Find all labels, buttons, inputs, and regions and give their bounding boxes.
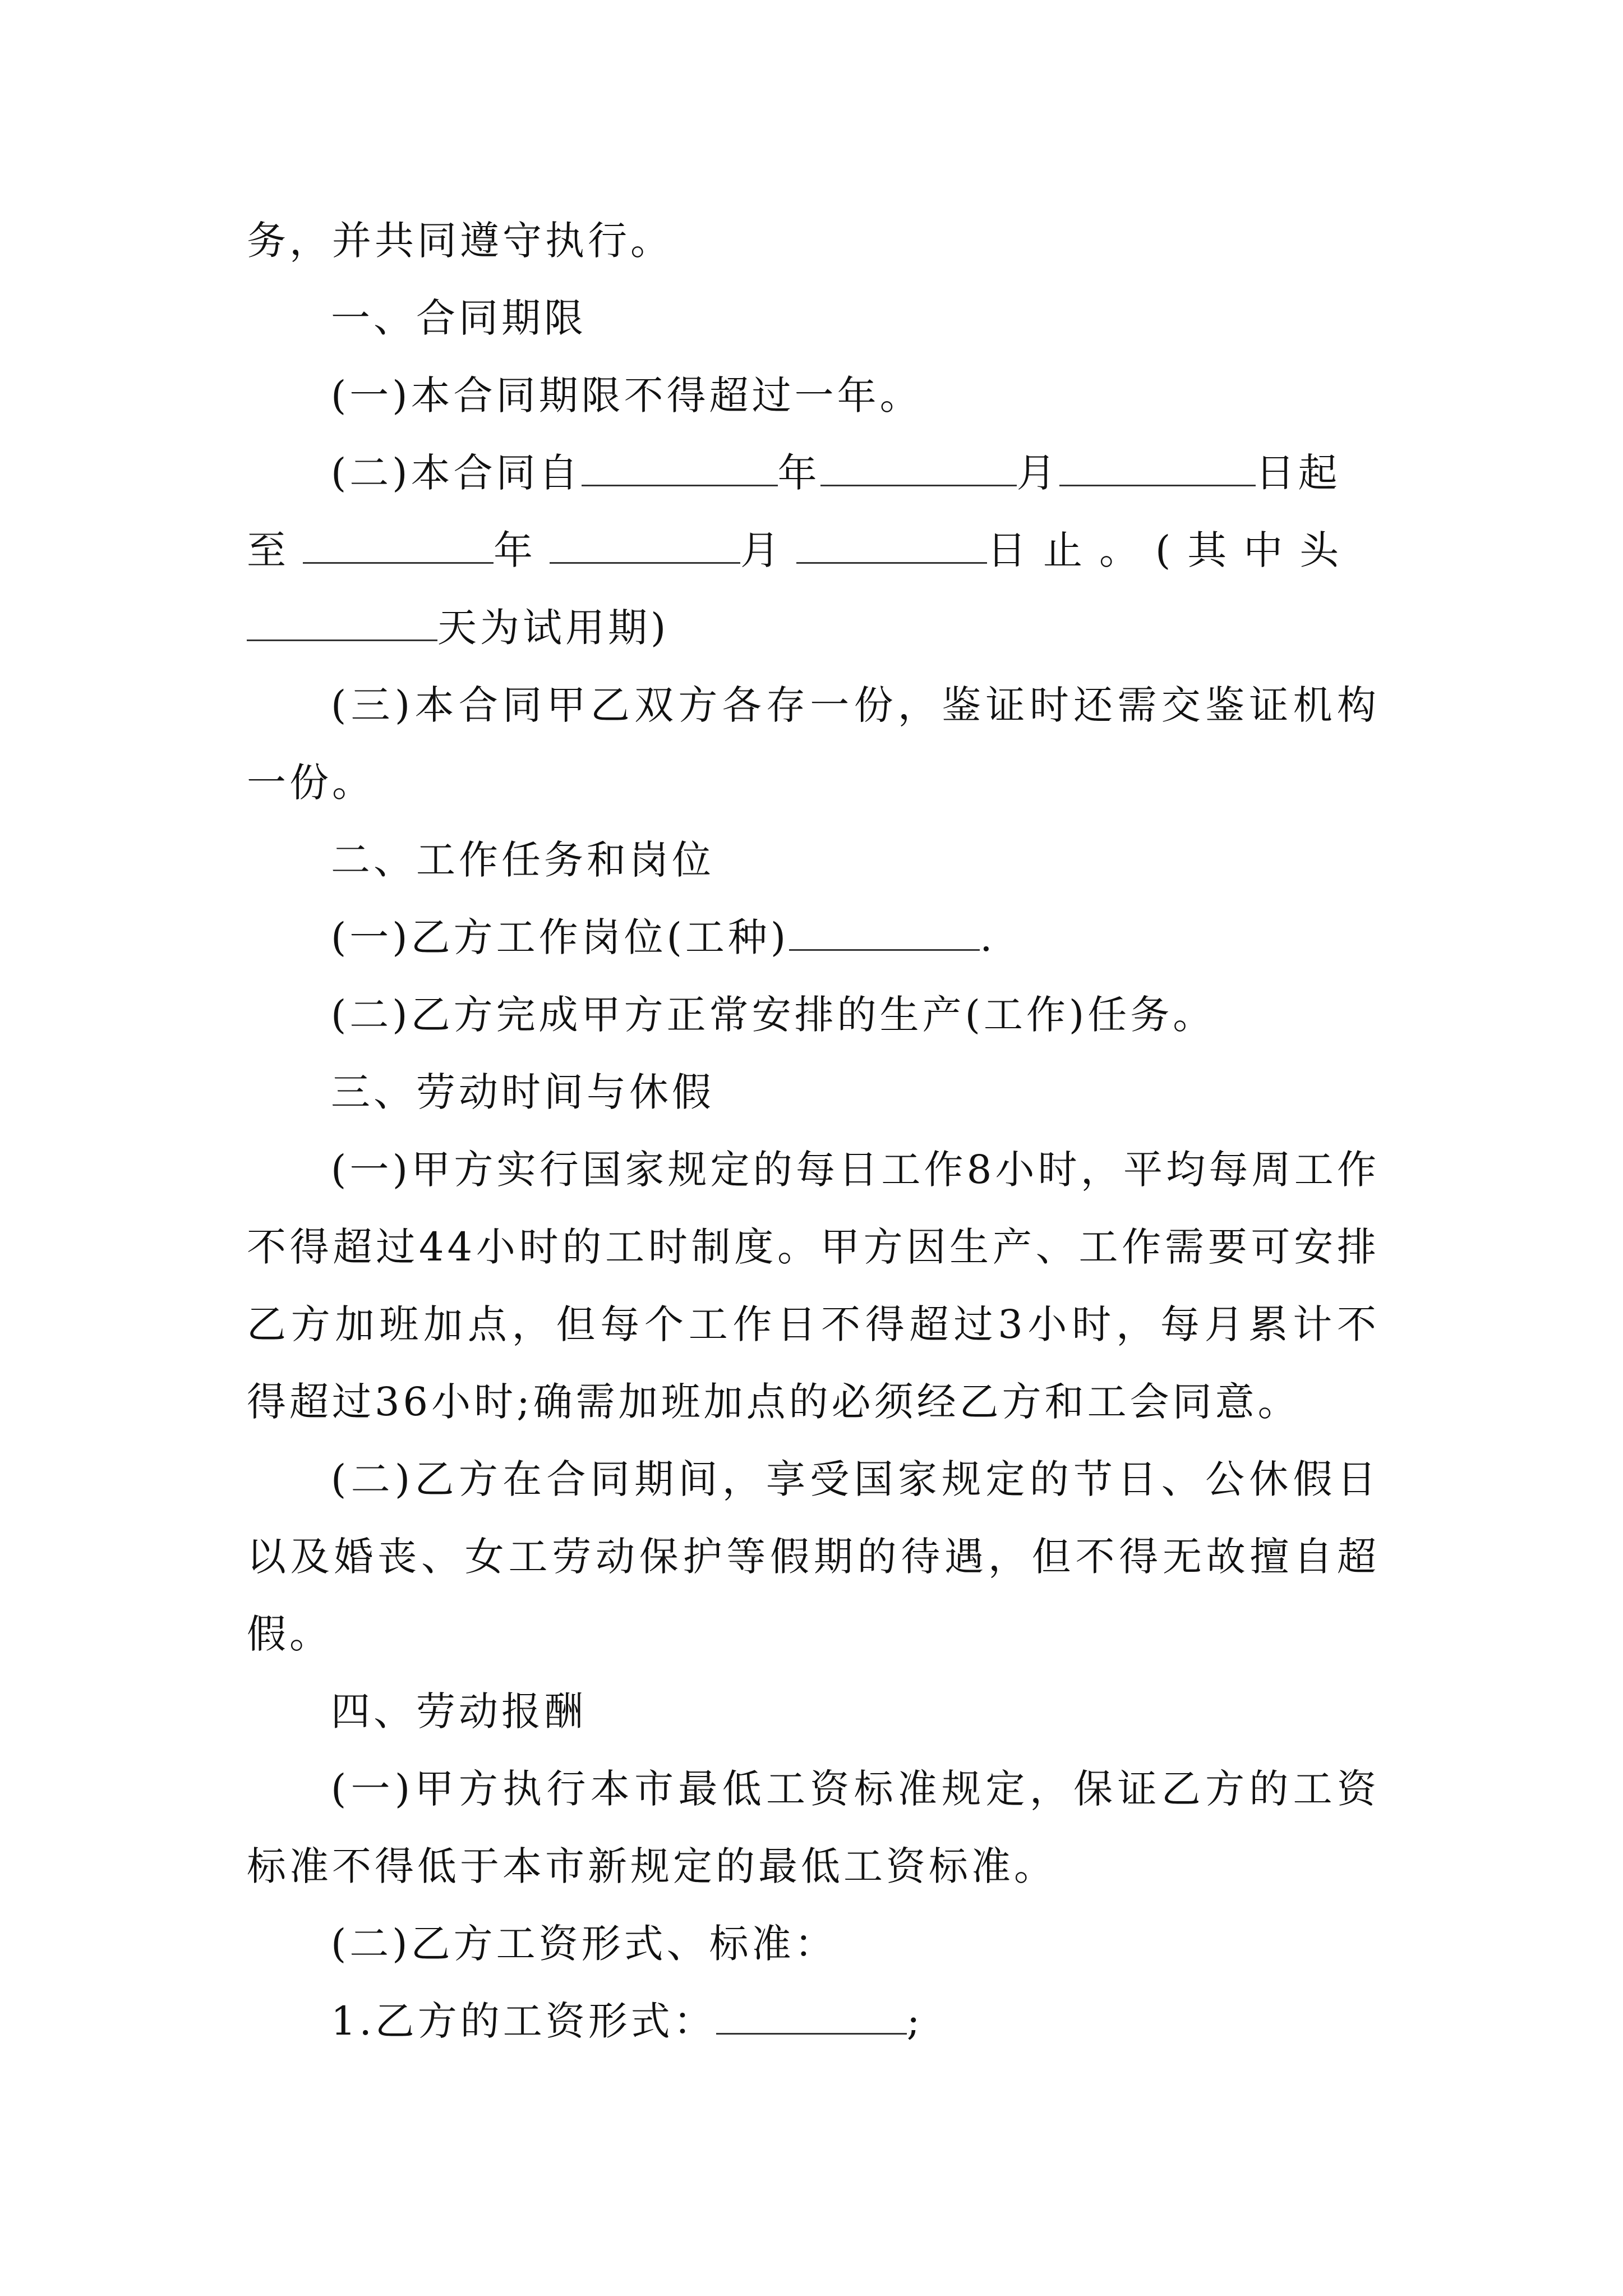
clause-4-2-1 [247, 1982, 1380, 2060]
paragraph-continuation [247, 202, 1380, 279]
period-mark: . [980, 914, 996, 960]
clause-4-1 [247, 1750, 1380, 1905]
blank-wage-form [716, 1998, 907, 2035]
year-label: 年 [777, 450, 820, 496]
heading-text: 一、合同期限 [331, 295, 587, 341]
blank-job-position [789, 914, 980, 951]
clause-3-2 [247, 1441, 1380, 1673]
blank-end-year [303, 527, 494, 564]
clause-text: (二)乙方在合同期间，享受国家规定的节日、公休假日以及婚丧、女工劳动保护等假期的待遇，但不得无故擅自超假。 [247, 1456, 1380, 1657]
section-heading-remuneration [247, 1673, 1380, 1750]
clause-text: (一)乙方工作岗位(工种) [331, 914, 790, 960]
clause-text: (三)本合同甲乙双方各存一份，鉴证时还需交鉴证机构一份。 [247, 682, 1380, 806]
clause-text: 1.乙方的工资形式： [331, 1998, 716, 2044]
clause-3-1 [247, 1131, 1380, 1441]
clause-text: (一)本合同期限不得超过一年。 [331, 372, 923, 418]
blank-end-month [550, 527, 740, 564]
day-label: 日起 [1255, 450, 1341, 496]
clause-2-2 [247, 976, 1380, 1053]
blank-end-day [796, 527, 987, 564]
month-label: 月 [740, 527, 796, 573]
heading-text: 四、劳动报酬 [331, 1688, 587, 1734]
semicolon-mark: ; [906, 1998, 924, 2044]
clause-text: (一)甲方执行本市最低工资标准规定，保证乙方的工资标准不得低于本市新规定的最低工资标准。 [247, 1766, 1380, 1889]
year-label: 年 [494, 527, 550, 573]
clause-text: (二)本合同自 [331, 450, 582, 496]
clause-1-2 [247, 434, 1380, 666]
heading-text: 二、工作任务和岗位 [331, 837, 714, 883]
paragraph-text: 务，并共同遵守执行。 [247, 218, 673, 264]
blank-start-year [582, 450, 778, 486]
section-heading-contract-term [247, 279, 1380, 357]
clause-1-1 [247, 357, 1380, 434]
clause-text: (二)乙方工资形式、标准： [331, 1921, 837, 1967]
heading-text: 三、劳动时间与休假 [331, 1069, 714, 1115]
clause-1-3 [247, 666, 1380, 821]
blank-start-month [820, 450, 1017, 486]
to-label: 至 [247, 527, 303, 573]
probation-label: 天为试用期) [437, 605, 670, 651]
document-body [247, 202, 1380, 2060]
blank-start-day [1059, 450, 1256, 486]
month-label: 月 [1016, 450, 1059, 496]
end-day-label: 日止。(其中头 [987, 527, 1356, 573]
clause-text: (一)甲方实行国家规定的每日工作8小时，平均每周工作不得超过44小时的工时制度。甲方因生产、工作需要可安排乙方加班加点，但每个工作日不得超过3小时，每月累计不得超过36小时;确需加班加点的必须经乙方和工会同意。 [247, 1147, 1380, 1425]
blank-probation-days [247, 605, 437, 641]
section-heading-working-hours [247, 1053, 1380, 1131]
clause-2-1 [247, 899, 1380, 976]
clause-4-2 [247, 1905, 1380, 1982]
clause-text: (二)乙方完成甲方正常安排的生产(工作)任务。 [331, 992, 1216, 1038]
section-heading-work-tasks [247, 821, 1380, 899]
